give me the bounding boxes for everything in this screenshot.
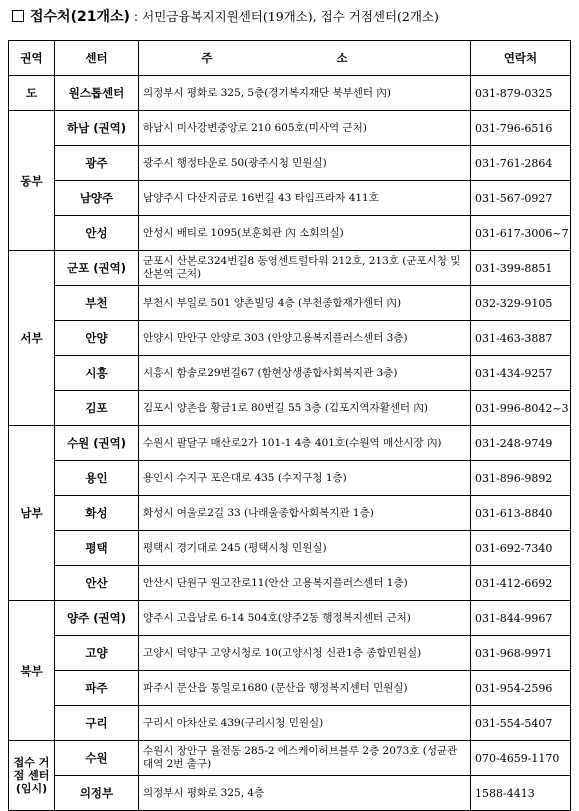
address-cell: 시흥시 함송로29번길67 (함현상생종합사회복지관 3층) <box>139 356 471 391</box>
region-cell-do: 도 <box>9 76 55 111</box>
center-cell: 용인 <box>55 461 139 496</box>
phone-cell: 070-4659-1170 <box>471 741 571 776</box>
reception-centers-table <box>8 40 571 811</box>
phone-cell: 031-896-9892 <box>471 461 571 496</box>
address-cell: 광주시 행정타운로 50(광주시청 민원실) <box>139 146 471 181</box>
checkbox-square-icon <box>12 10 24 22</box>
table-row <box>9 216 571 251</box>
center-cell: 원스톱센터 <box>55 76 139 111</box>
phone-cell: 1588-4413 <box>471 776 571 811</box>
center-cell: 수원 <box>55 741 139 776</box>
center-cell: 평택 <box>55 531 139 566</box>
address-cell: 양주시 고읍남로 6-14 504호(양주2동 행정복지센터 근처) <box>139 601 471 636</box>
center-cell: 안양 <box>55 321 139 356</box>
address-cell: 남양주시 다산지금로 16번길 43 타임프라자 411호 <box>139 181 471 216</box>
center-cell: 하남 (권역) <box>55 111 139 146</box>
phone-cell: 031-567-0927 <box>471 181 571 216</box>
phone-cell: 031-412-6692 <box>471 566 571 601</box>
phone-cell: 031-796-6516 <box>471 111 571 146</box>
table-row <box>9 461 571 496</box>
address-cell: 군포시 산본로324번길8 동영센트럴타워 212호, 213호 (군포시청 및 산본역 근처) <box>139 251 471 286</box>
table-row <box>9 496 571 531</box>
phone-cell: 031-996-8042~3 <box>471 391 571 426</box>
table-row <box>9 356 571 391</box>
phone-cell: 031-617-3006~7 <box>471 216 571 251</box>
address-cell: 평택시 경기대로 245 (평택시청 민원실) <box>139 531 471 566</box>
center-cell: 구리 <box>55 706 139 741</box>
center-cell: 파주 <box>55 671 139 706</box>
table-row <box>9 741 571 776</box>
center-cell: 고양 <box>55 636 139 671</box>
phone-cell: 031-434-9257 <box>471 356 571 391</box>
center-cell: 의정부 <box>55 776 139 811</box>
center-cell: 김포 <box>55 391 139 426</box>
table-row <box>9 146 571 181</box>
phone-cell: 031-844-9967 <box>471 601 571 636</box>
header-center: 센터 <box>55 41 139 76</box>
table-row <box>9 391 571 426</box>
table-header-row <box>9 41 571 76</box>
address-cell: 화성시 여울로2길 33 (나래울종합사회복지관 1층) <box>139 496 471 531</box>
center-cell: 남양주 <box>55 181 139 216</box>
region-cell-nambu: 남부 <box>9 426 55 601</box>
phone-cell: 031-248-9749 <box>471 426 571 461</box>
address-cell: 수원시 장안구 율전동 285-2 에스케이허브블루 2층 2073호 (성균관대역 2번 출구) <box>139 741 471 776</box>
address-cell: 파주시 문산읍 통일로1680 (문산읍 행정복지센터 민원실) <box>139 671 471 706</box>
region-cell-dongbu: 동부 <box>9 111 55 251</box>
table-row <box>9 531 571 566</box>
address-cell: 안성시 배티로 1095(보훈회관 內 소회의실) <box>139 216 471 251</box>
table-row <box>9 601 571 636</box>
phone-cell: 031-463-3887 <box>471 321 571 356</box>
center-cell: 광주 <box>55 146 139 181</box>
table-row <box>9 636 571 671</box>
table-row <box>9 251 571 286</box>
table-row <box>9 706 571 741</box>
address-cell: 용인시 수지구 포은대로 435 (수지구청 1층) <box>139 461 471 496</box>
phone-cell: 031-399-8851 <box>471 251 571 286</box>
page-title <box>12 6 439 28</box>
address-cell: 의정부시 평화로 325, 4층 <box>139 776 471 811</box>
region-cell-hub: 접수 거점 센터 (임시) <box>9 741 55 811</box>
center-cell: 화성 <box>55 496 139 531</box>
address-cell: 안양시 만안구 안양로 303 (안양고용복지플러스센터 3층) <box>139 321 471 356</box>
address-cell: 구리시 아차산로 439(구리시청 민원실) <box>139 706 471 741</box>
table-row <box>9 566 571 601</box>
table-row <box>9 76 571 111</box>
table-row <box>9 181 571 216</box>
phone-cell: 031-879-0325 <box>471 76 571 111</box>
center-cell: 양주 (권역) <box>55 601 139 636</box>
table-row <box>9 671 571 706</box>
address-cell: 안산시 단원구 원고잔로11(안산 고용복지플러스센터 1층) <box>139 566 471 601</box>
address-cell: 고양시 덕양구 고양시청로 10(고양시청 신관1층 종합민원실) <box>139 636 471 671</box>
address-cell: 의정부시 평화로 325, 5층(경기복지재단 북부센터 內) <box>139 76 471 111</box>
center-cell: 안성 <box>55 216 139 251</box>
address-cell: 부천시 부일로 501 양촌빌딩 4층 (부천종합재가센터 內) <box>139 286 471 321</box>
center-cell: 안산 <box>55 566 139 601</box>
phone-cell: 031-692-7340 <box>471 531 571 566</box>
phone-cell: 031-554-5407 <box>471 706 571 741</box>
header-region: 권역 <box>9 41 55 76</box>
phone-cell: 032-329-9105 <box>471 286 571 321</box>
region-cell-bukbu: 북부 <box>9 601 55 741</box>
table-row <box>9 776 571 811</box>
center-cell: 시흥 <box>55 356 139 391</box>
table-row <box>9 286 571 321</box>
table-row <box>9 111 571 146</box>
header-phone: 연락처 <box>471 41 571 76</box>
table-row <box>9 321 571 356</box>
address-cell: 김포시 양촌읍 황금1로 80번길 55 3층 (김포지역자활센터 內) <box>139 391 471 426</box>
region-cell-seobu: 서부 <box>9 251 55 426</box>
center-cell: 부천 <box>55 286 139 321</box>
title-subtitle: 서민금융복지지원센터(19개소), 접수 거점센터(2개소) <box>142 9 439 24</box>
phone-cell: 031-613-8840 <box>471 496 571 531</box>
title-separator: : <box>133 9 139 24</box>
phone-cell: 031-954-2596 <box>471 671 571 706</box>
table-row <box>9 426 571 461</box>
center-cell: 수원 (권역) <box>55 426 139 461</box>
address-cell: 하남시 미사강변중앙로 210 605호(미사역 근처) <box>139 111 471 146</box>
phone-cell: 031-968-9971 <box>471 636 571 671</box>
title-main: 접수처(21개소) <box>30 9 130 25</box>
header-address: 주 소 <box>139 41 471 76</box>
address-cell: 수원시 팔달구 매산로2가 101-1 4층 401호(수원역 매산시장 內) <box>139 426 471 461</box>
phone-cell: 031-761-2864 <box>471 146 571 181</box>
center-cell: 군포 (권역) <box>55 251 139 286</box>
